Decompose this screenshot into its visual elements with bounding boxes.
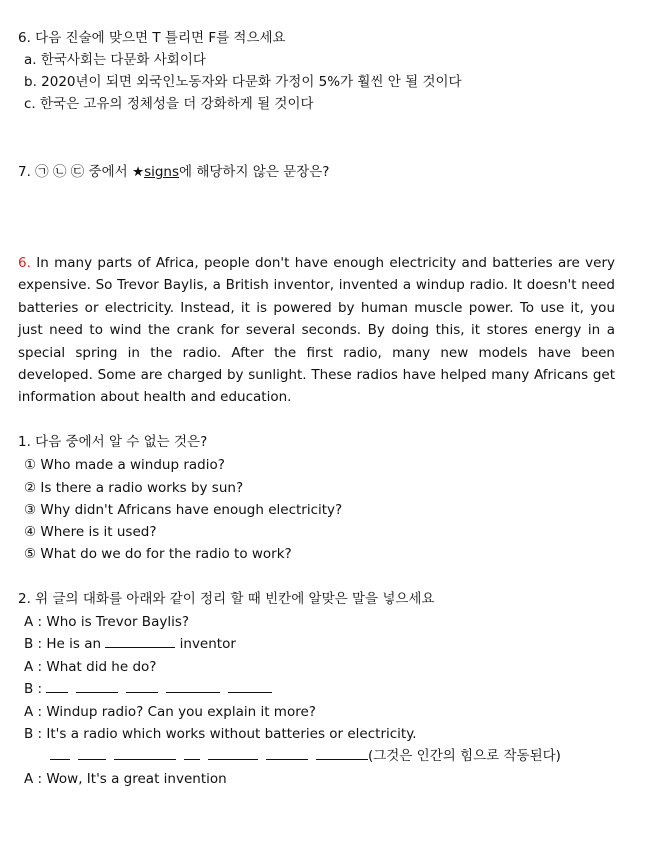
q7-question: [18, 162, 329, 182]
passage-number: 6.: [18, 255, 31, 271]
q2-line-4: [24, 679, 280, 699]
q2-line-8: A : Wow, It's a great invention: [24, 771, 227, 787]
q6-item-a: a. 한국사회는 다문화 사회이다: [24, 52, 206, 68]
q2-line-2-end: inventor: [175, 636, 236, 652]
q6-item-c: c. 한국은 고유의 정체성을 더 강화하게 될 것이다: [24, 96, 314, 112]
blank-input[interactable]: [266, 747, 308, 760]
blank-input[interactable]: [114, 747, 176, 760]
q2-line-1: A : Who is Trevor Baylis?: [24, 614, 190, 630]
blank-input[interactable]: [126, 680, 158, 693]
blank-input[interactable]: [78, 747, 106, 760]
q1-option-5: ⑤ What do we do for the radio to work?: [24, 546, 292, 562]
blank-input[interactable]: [46, 680, 68, 693]
q2-line-4-speaker: B :: [24, 681, 47, 697]
q7-suffix: 에 해당하지 않은 문장은?: [179, 164, 330, 180]
q7-signs-word: signs: [144, 164, 180, 180]
q7-prefix: 7. ㉠ ㉡ ㉢ 중에서 ★: [18, 164, 145, 180]
blank-input[interactable]: [184, 747, 200, 760]
blank-input[interactable]: [208, 747, 258, 760]
q1-option-2: ② Is there a radio works by sun?: [24, 480, 244, 496]
blank-input[interactable]: [228, 680, 272, 693]
blank-input[interactable]: [50, 747, 70, 760]
q1-option-1: ① Who made a windup radio?: [24, 457, 225, 473]
q2-line-2-start: B : He is an: [24, 636, 106, 652]
q1-title: 1. 다음 중에서 알 수 없는 것은?: [18, 434, 208, 450]
q2-line-7: [50, 746, 561, 766]
blank-input[interactable]: [76, 680, 118, 693]
q6-title: 6. 다음 진술에 맞으면 T 틀리면 F를 적으세요: [18, 30, 286, 46]
q2-line-7-korean-hint: (그것은 인간의 힘으로 작동된다): [368, 748, 561, 764]
reading-passage: [18, 252, 615, 409]
passage-text: In many parts of Africa, people don't have enough electricity and batteries are very expensive. So Trevor Baylis, a British inventor, invented a windup radio. It doesn't need batteries or electricity. Instead, it is powered by human muscle power. To use it, you just need to wind the crank for several seconds. By doing this, it stores energy in a special spring in the radio. After the first radio, many new models have been developed. Some are charged by sunlight. These radios have helped many Africans get information about health and education.: [18, 255, 615, 406]
blank-input[interactable]: [316, 747, 368, 760]
q2-line-3: A : What did he do?: [24, 659, 157, 675]
q1-option-3: ③ Why didn't Africans have enough electricity?: [24, 502, 343, 518]
q2-line-6: B : It's a radio which works without batteries or electricity.: [24, 726, 417, 742]
q6-item-b: b. 2020년이 되면 외국인노동자와 다문화 가정이 5%가 훨씬 안 될 것이다: [24, 74, 462, 90]
blank-input[interactable]: [105, 635, 175, 648]
q2-line-5: A : Windup radio? Can you explain it more?: [24, 704, 316, 720]
q2-line-2: [24, 634, 236, 654]
q1-option-4: ④ Where is it used?: [24, 524, 157, 540]
q2-title: 2. 위 글의 대화를 아래와 같이 정리 할 때 빈칸에 알맞은 말을 넣으세요: [18, 591, 435, 607]
blank-input[interactable]: [166, 680, 220, 693]
